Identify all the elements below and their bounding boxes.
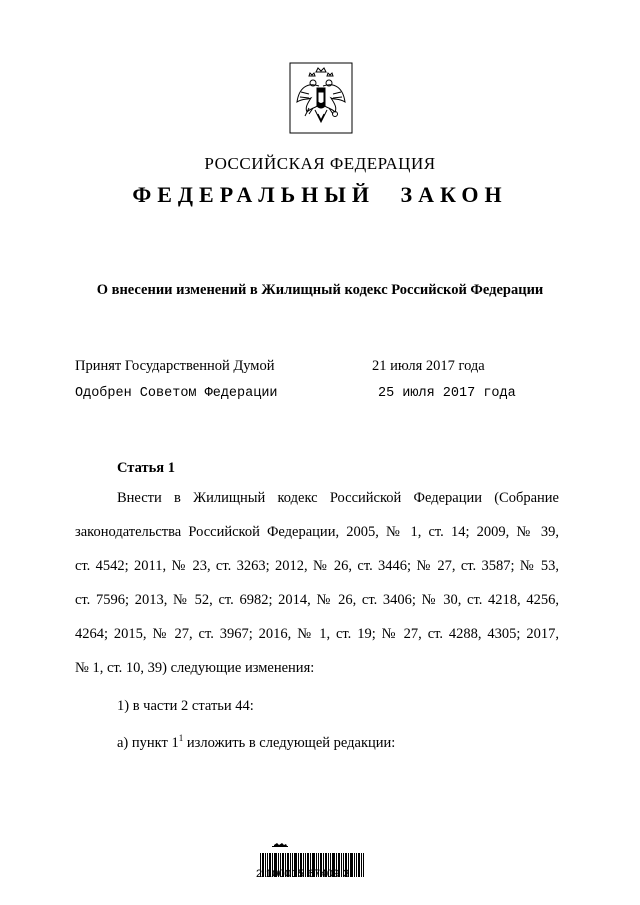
paragraph-line: законодательства Российской Федерации, 2005, № 1, ст. 14; 2009, № 39, [75, 524, 559, 540]
paragraph-line: № 1, ст. 10, 39) следующие изменения: [75, 660, 315, 676]
coat-of-arms-icon [289, 62, 353, 134]
adoption-label: Принят Государственной Думой [75, 358, 275, 374]
adoption-row-duma [75, 358, 555, 375]
adoption-label: Одобрен Советом Федерации [75, 386, 278, 401]
list-item-suffix: изложить в следующей редакции: [183, 735, 396, 751]
list-item-prefix: а) пункт 1 [117, 735, 179, 751]
paragraph-line: Внести в Жилищный кодекс Российской Федерации (Собрание [117, 490, 559, 506]
list-item: 1) в части 2 статьи 44: [117, 698, 254, 714]
paragraph-line: ст. 7596; 2013, № 52, ст. 6982; 2014, № 26, ст. 3406; № 30, ст. 4218, 4256, [75, 592, 559, 608]
adoption-date: 21 июля 2017 года [372, 358, 485, 374]
adoption-row-federation-council [75, 386, 555, 401]
paragraph-line: ст. 4542; 2011, № 23, ст. 3263; 2012, № 26, ст. 3446; № 27, ст. 3587; № 53, [75, 558, 559, 574]
superscript: 1 [178, 733, 184, 743]
law-title: О внесении изменений в Жилищный кодекс Российской Федерации [96, 282, 544, 298]
document-type-heading: ФЕДЕРАЛЬНЫЙ ЗАКОН [132, 182, 508, 207]
list-item [117, 733, 395, 752]
article-heading: Статья 1 [117, 460, 175, 476]
barcode-number: 2 100015 67409 3 [256, 868, 350, 880]
barcode-icon [258, 830, 368, 896]
adoption-date: 25 июля 2017 года [378, 386, 516, 401]
paragraph-line: 4264; 2015, № 27, ст. 3967; 2016, № 1, ст. 19; № 27, ст. 4288, 4305; 2017, [75, 626, 559, 642]
country-heading: РОССИЙСКАЯ ФЕДЕРАЦИЯ [204, 154, 436, 173]
